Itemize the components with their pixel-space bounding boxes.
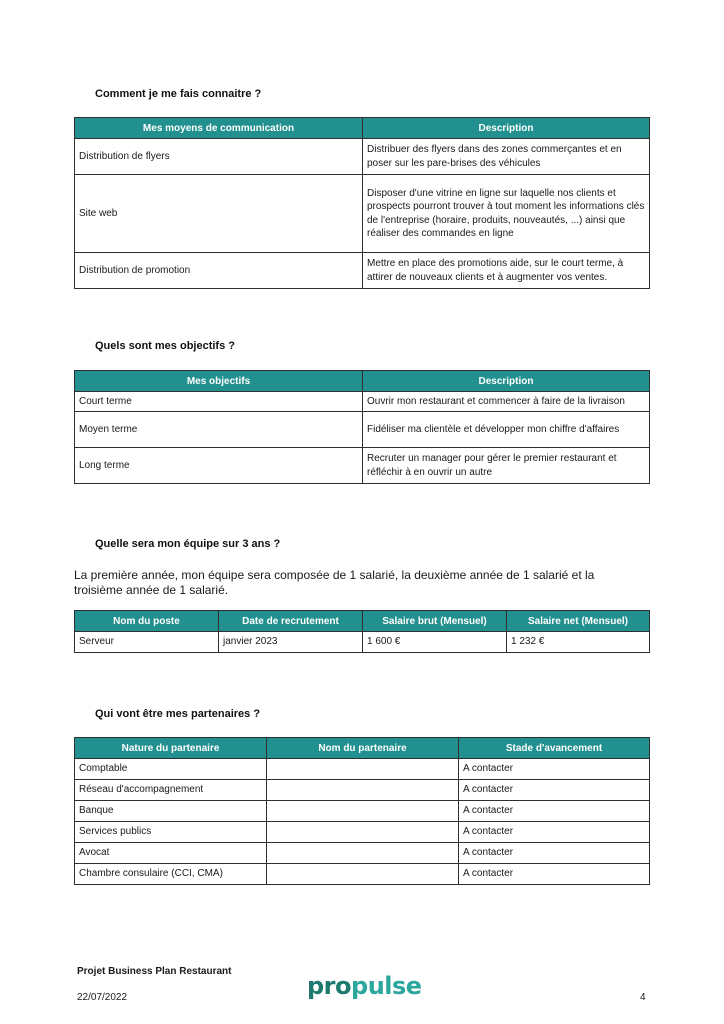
table-cell <box>267 759 459 780</box>
table-cell: Chambre consulaire (CCI, CMA) <box>75 864 267 885</box>
column-header: Mes moyens de communication <box>75 118 363 139</box>
column-header: Date de recrutement <box>219 611 363 632</box>
column-header: Description <box>363 371 650 392</box>
logo-text-pulse: pulse <box>351 972 422 1000</box>
table-row <box>75 175 650 253</box>
column-header: Nom du poste <box>75 611 219 632</box>
table-cell: Réseau d'accompagnement <box>75 780 267 801</box>
table-cell: Distribution de promotion <box>75 253 363 289</box>
table-cell: Serveur <box>75 632 219 653</box>
table-cell: A contacter <box>459 864 650 885</box>
table-cell: Fidéliser ma clientèle et développer mon chiffre d'affaires <box>363 412 650 448</box>
column-header: Salaire net (Mensuel) <box>507 611 650 632</box>
column-header: Nature du partenaire <box>75 738 267 759</box>
table-cell: Court terme <box>75 392 363 412</box>
table-cell: Distribution de flyers <box>75 139 363 175</box>
table-row <box>75 801 650 822</box>
table-cell: Ouvrir mon restaurant et commencer à faire de la livraison <box>363 392 650 412</box>
table-row <box>75 759 650 780</box>
logo-text-pro: pro <box>307 972 352 1000</box>
table-header-row <box>75 611 650 632</box>
footer-title: Projet Business Plan Restaurant <box>77 966 232 977</box>
table-cell: 1 600 € <box>363 632 507 653</box>
column-header: Stade d'avancement <box>459 738 650 759</box>
table-row <box>75 253 650 289</box>
communication-heading: Comment je me fais connaitre ? <box>95 88 262 100</box>
table-cell: Recruter un manager pour gérer le premier restaurant et réfléchir à en ouvrir un autre <box>363 448 650 484</box>
table-cell: A contacter <box>459 759 650 780</box>
table-row <box>75 412 650 448</box>
propulse-logo <box>307 972 422 1000</box>
table-cell: Avocat <box>75 843 267 864</box>
table-header-row <box>75 738 650 759</box>
table-row <box>75 632 650 653</box>
table-row <box>75 780 650 801</box>
table-cell: janvier 2023 <box>219 632 363 653</box>
table-row <box>75 843 650 864</box>
table-cell <box>267 780 459 801</box>
column-header: Nom du partenaire <box>267 738 459 759</box>
table-cell: Banque <box>75 801 267 822</box>
table-header-row <box>75 371 650 392</box>
table-cell: Long terme <box>75 448 363 484</box>
table-cell: Services publics <box>75 822 267 843</box>
table-row <box>75 864 650 885</box>
partners-table <box>74 737 650 885</box>
table-cell: Disposer d'une vitrine en ligne sur laquelle nos clients et prospects pourront trouver à tout moment les informations clés de l'entreprise (horaire, produits, nouveautés, ...) ainsi que réaliser des commandes en ligne <box>363 175 650 253</box>
column-header: Mes objectifs <box>75 371 363 392</box>
table-row <box>75 392 650 412</box>
table-cell: Distribuer des flyers dans des zones commerçantes et en poser sur les pare-brises des véhicules <box>363 139 650 175</box>
table-cell: Site web <box>75 175 363 253</box>
table-cell <box>267 801 459 822</box>
column-header: Salaire brut (Mensuel) <box>363 611 507 632</box>
table-cell: A contacter <box>459 801 650 822</box>
footer-date: 22/07/2022 <box>77 992 128 1003</box>
table-cell <box>267 822 459 843</box>
partners-heading: Qui vont être mes partenaires ? <box>95 708 261 720</box>
table-cell: Mettre en place des promotions aide, sur le court terme, à attirer de nouveaux clients et à augmenter vos ventes. <box>363 253 650 289</box>
table-cell: Comptable <box>75 759 267 780</box>
table-cell: A contacter <box>459 843 650 864</box>
page-number: 4 <box>640 992 646 1003</box>
table-cell: 1 232 € <box>507 632 650 653</box>
table-row <box>75 822 650 843</box>
table-cell: A contacter <box>459 780 650 801</box>
column-header: Description <box>363 118 650 139</box>
table-row <box>75 448 650 484</box>
objectives-table <box>74 370 650 484</box>
table-cell <box>267 864 459 885</box>
team-table <box>74 610 650 653</box>
table-row <box>75 139 650 175</box>
table-cell: A contacter <box>459 822 650 843</box>
objectives-heading: Quels sont mes objectifs ? <box>95 340 235 352</box>
team-paragraph: La première année, mon équipe sera composée de 1 salarié, la deuxième année de 1 salarié et la troisième année de 1 salarié. <box>74 568 595 597</box>
communication-table <box>74 117 650 289</box>
table-cell <box>267 843 459 864</box>
table-header-row <box>75 118 650 139</box>
table-cell: Moyen terme <box>75 412 363 448</box>
team-heading: Quelle sera mon équipe sur 3 ans ? <box>95 538 281 550</box>
